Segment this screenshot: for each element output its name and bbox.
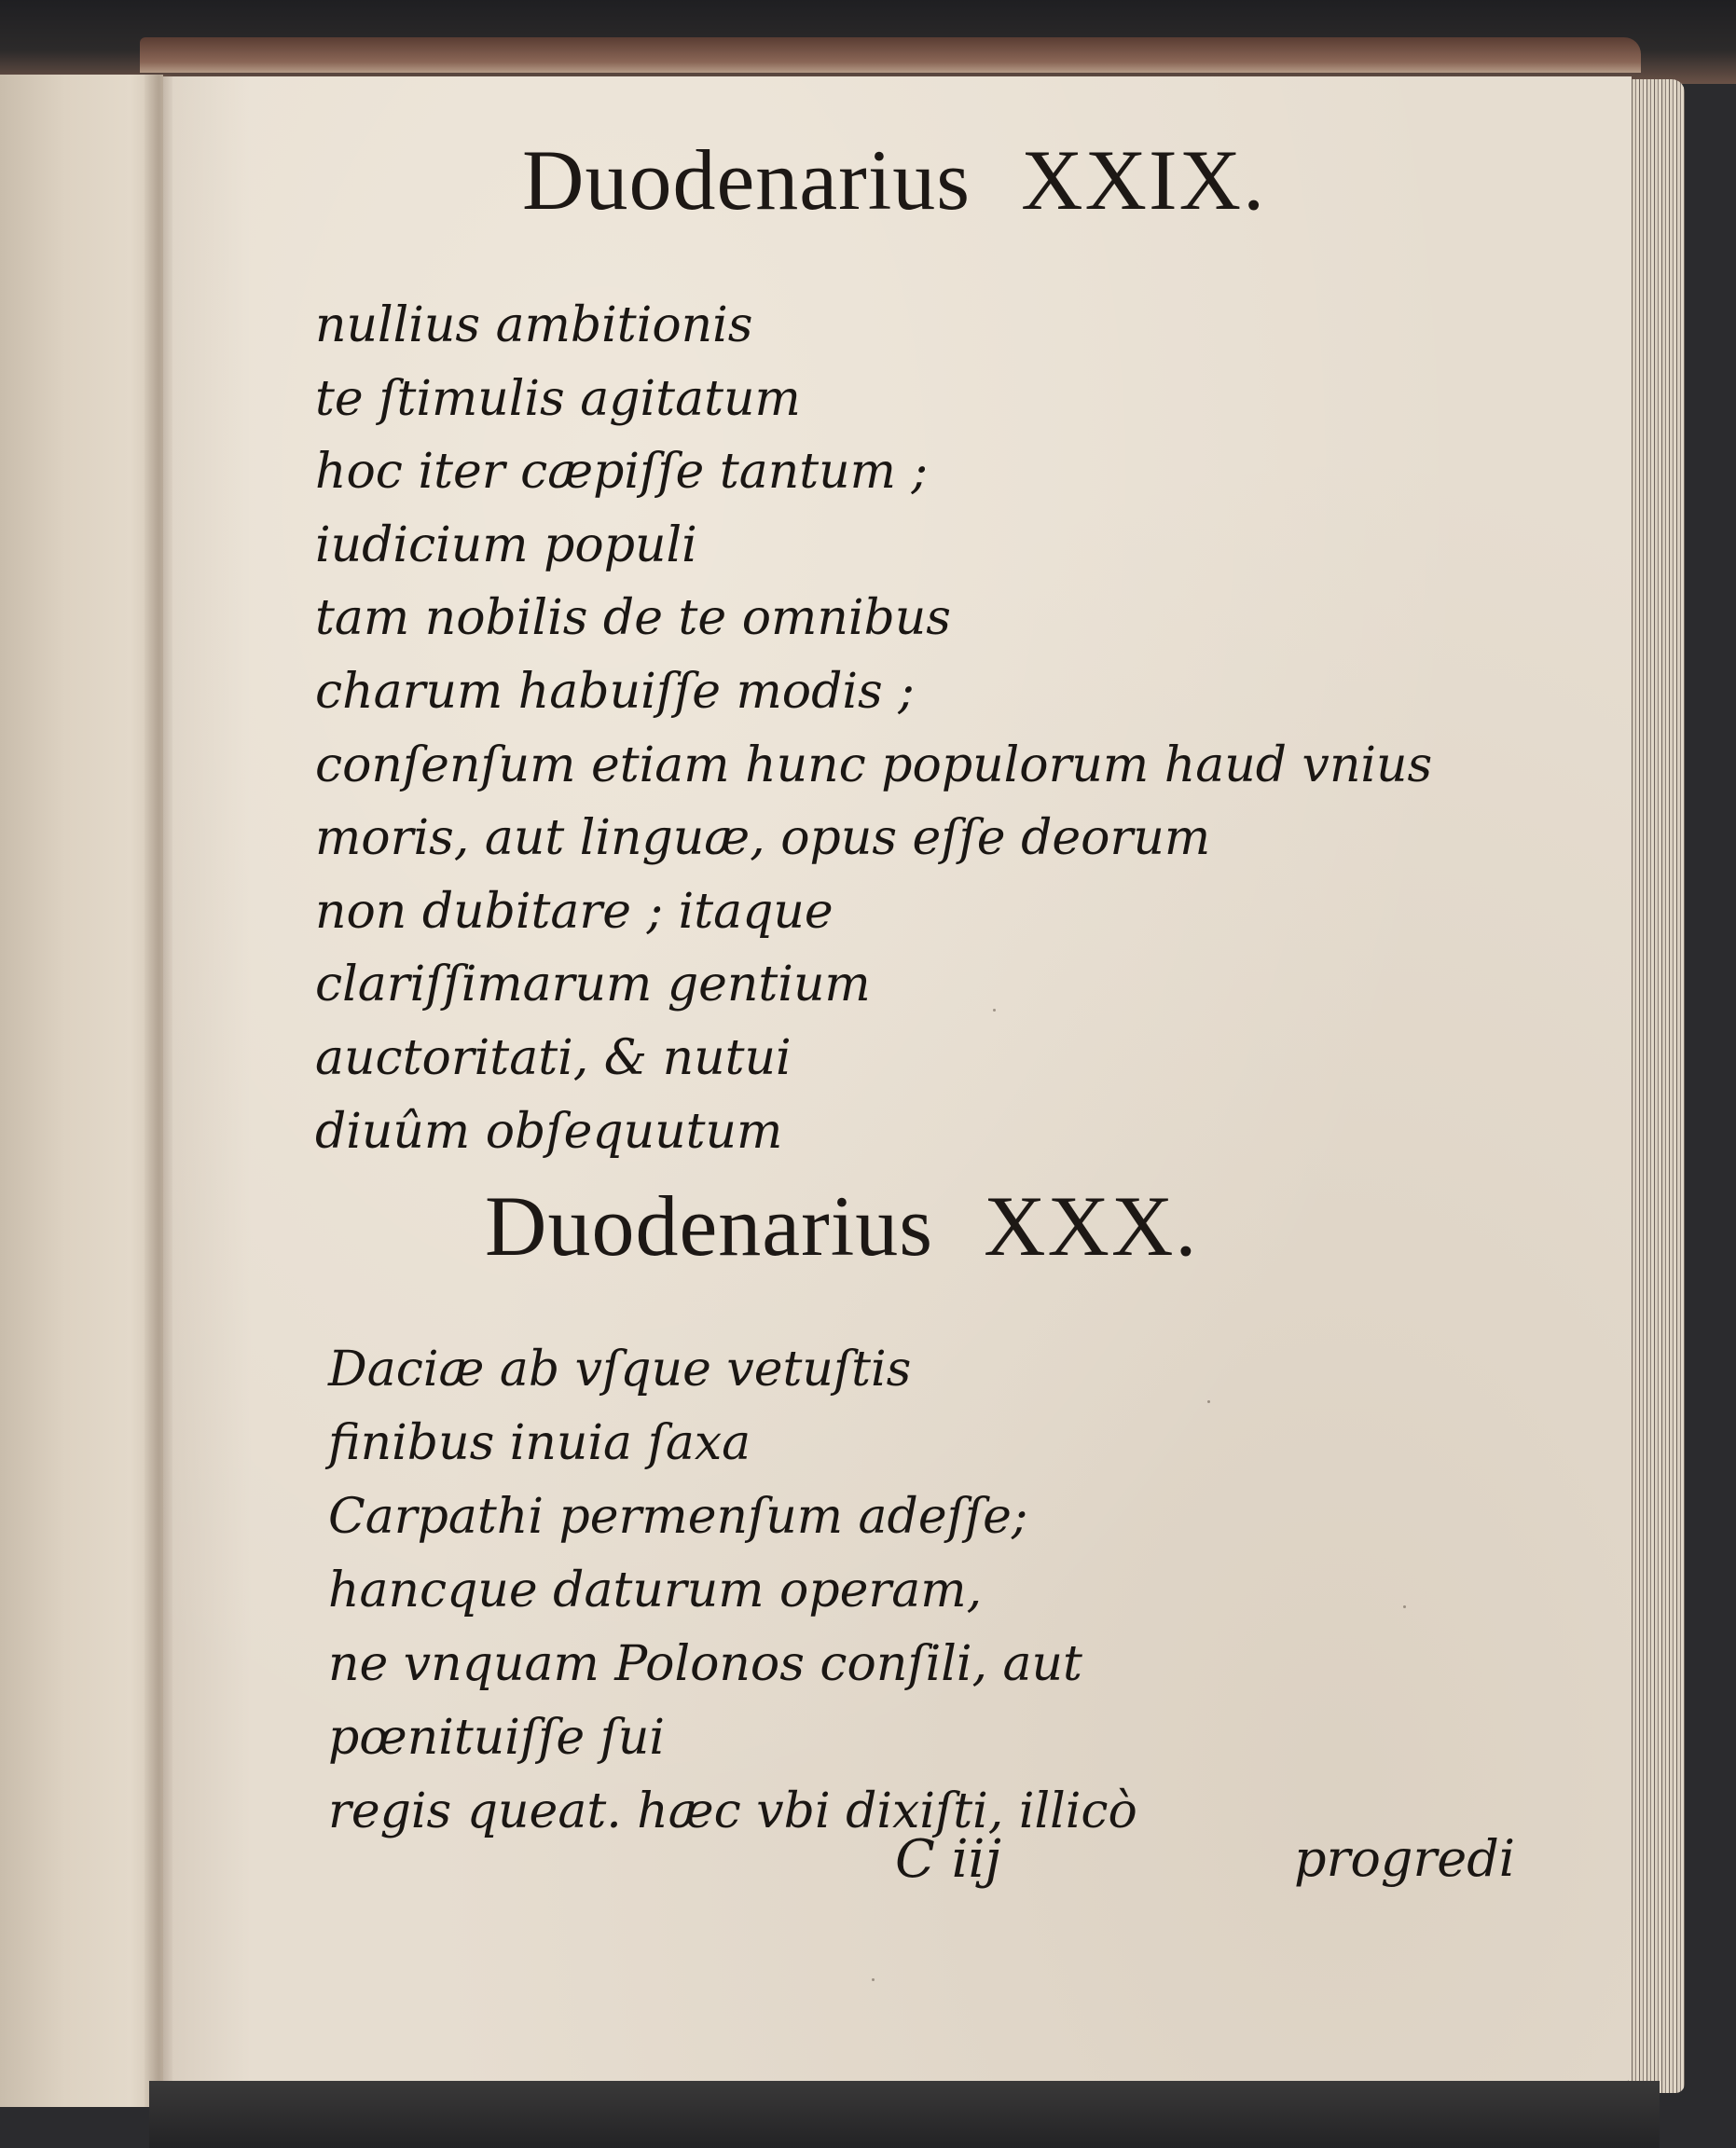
verse-line: ne vnquam Polonos conſili, aut — [328, 1636, 1082, 1692]
paper-speck — [872, 1978, 875, 1981]
verse-line: Daciæ ab vſque vetuſtis — [328, 1342, 912, 1398]
verse-line: Carpathi permenſum adeſſe; — [328, 1489, 1028, 1545]
section-heading-2 — [485, 1177, 1198, 1275]
verse-line: pœnituiſſe ſui — [328, 1710, 666, 1766]
verse-line: diuûm obſequutum — [315, 1103, 783, 1160]
verse-line: charum habuiſſe modis ; — [315, 663, 915, 720]
verse-line: nullius ambitionis — [315, 297, 753, 353]
heading-word: Duodenarius — [485, 1178, 934, 1274]
facing-page-edge — [0, 75, 163, 2107]
verse-line: moris, aut linguæ, opus eſſe deorum — [315, 810, 1211, 867]
verse-line: conſenſum etiam hunc populorum haud vnius — [315, 737, 1433, 793]
verse-line: finibus inuia ſaxa — [328, 1415, 751, 1471]
verse-line: iudicium populi — [315, 516, 697, 573]
verse-line: regis queat. hæc vbi dixiſti, illicò — [328, 1783, 1137, 1839]
verse-line: non dubitare ; itaque — [315, 883, 834, 940]
verse-line: clariſſimarum gentium — [315, 957, 871, 1013]
bottom-edge — [149, 2081, 1660, 2148]
section-heading-1 — [522, 131, 1266, 229]
gutter-shadow — [145, 75, 172, 2107]
verse-line: te ſtimulis agitatum — [315, 370, 801, 427]
catchword: progredi — [1294, 1829, 1516, 1888]
heading-numeral: XXIX. — [1021, 132, 1267, 227]
verse-block-1 — [315, 289, 1432, 1168]
verse-line: hoc iter cæpiſſe tantum ; — [315, 444, 928, 501]
verse-line: tam nobilis de te omnibus — [315, 590, 951, 647]
cover-edge — [140, 37, 1641, 73]
verse-line: auctoritati, & nutui — [315, 1029, 792, 1086]
verse-line: hancque daturum operam, — [328, 1563, 983, 1618]
heading-word: Duodenarius — [522, 132, 971, 227]
heading-numeral: XXX. — [984, 1178, 1199, 1274]
paper-speck — [1403, 1605, 1406, 1608]
signature-mark: C iij — [895, 1829, 1001, 1890]
paper-speck — [1207, 1400, 1210, 1403]
verse-block-2 — [328, 1333, 1137, 1849]
